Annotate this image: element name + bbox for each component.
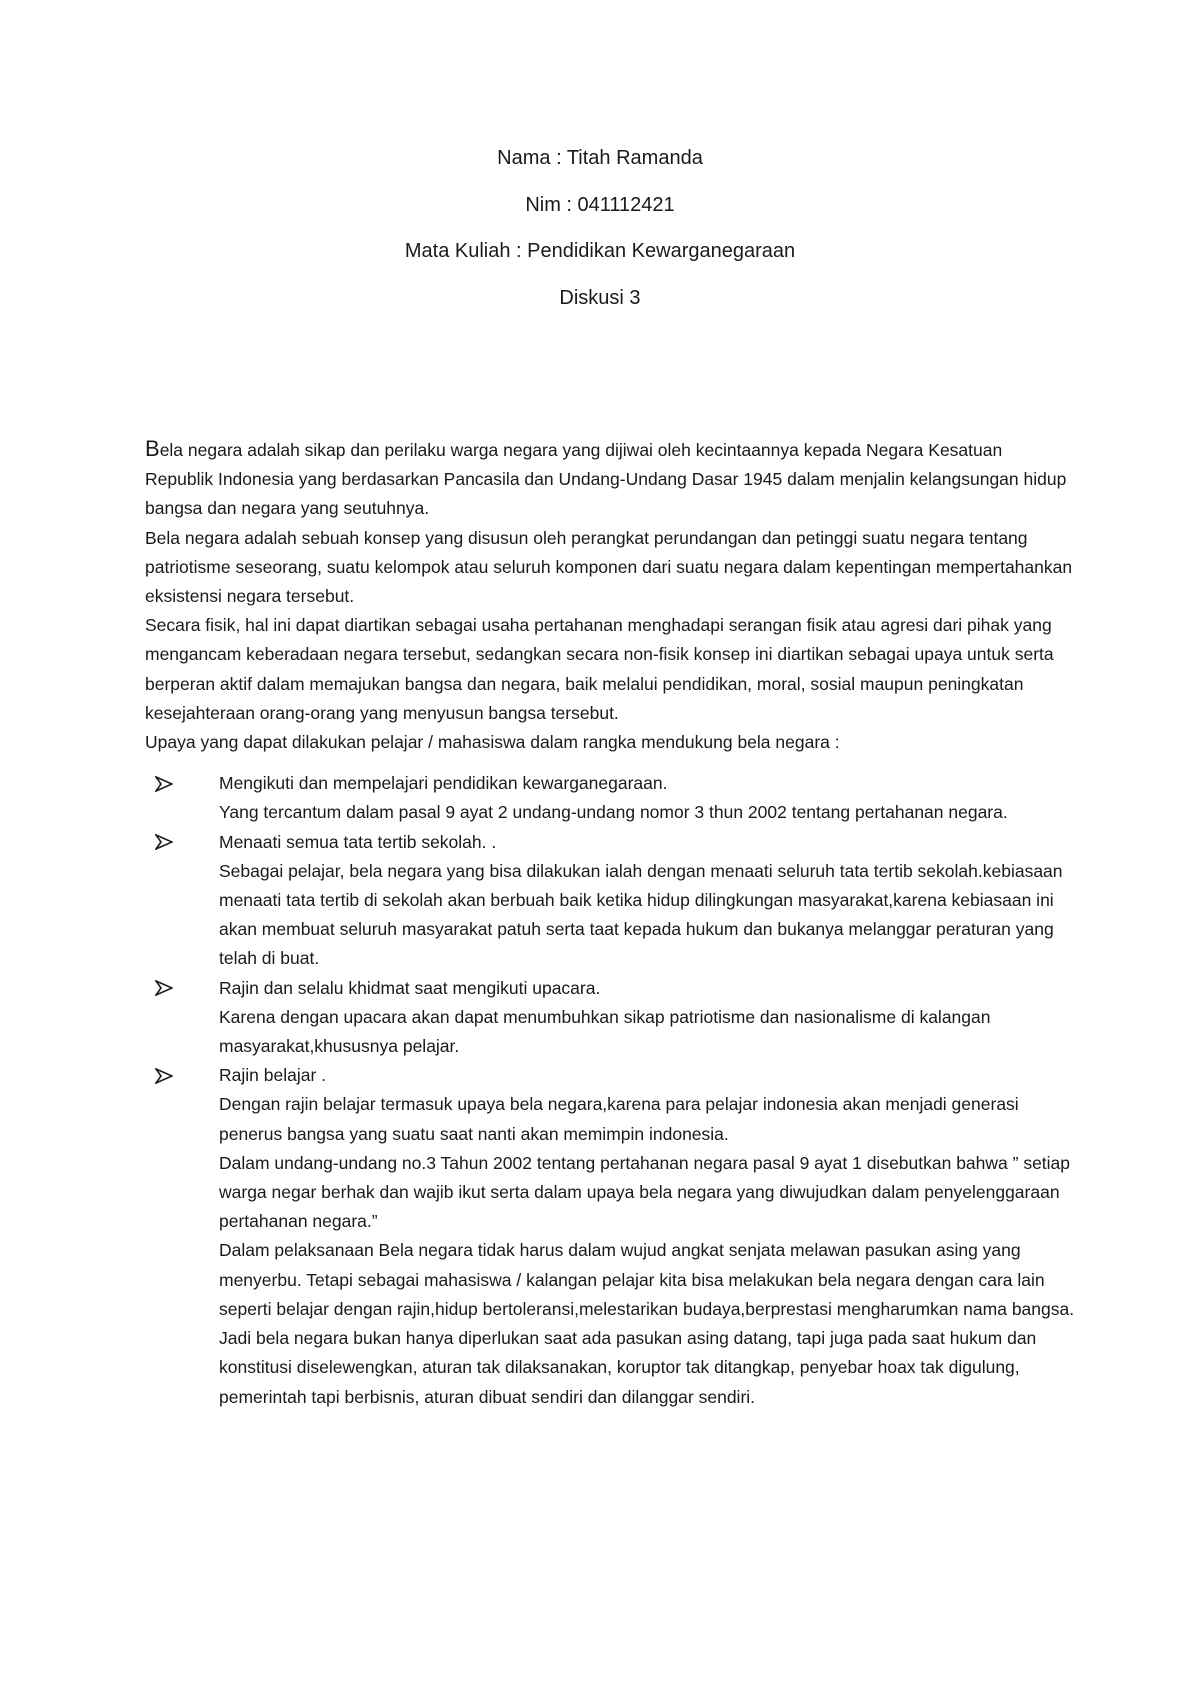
list-item-detail: Dengan rajin belajar termasuk upaya bela negara,karena para pelajar indonesia akan menjadi generasi penerus bangsa yang suatu saat nanti akan memimpin indonesia. [219, 1094, 1019, 1144]
list-item-detail: Sebagai pelajar, bela negara yang bisa dilakukan ialah dengan menaati seluruh tata tertib sekolah.kebiasaan menaati tata tertib di sekolah akan berbuah baik ketika hidup dilingkungan masyarakat,karena kebiasaan ini akan membuat seluruh masyarakat patuh serta taat kepada hukum dan bukanya melanggar peraturan yang telah di buat. [219, 860, 1063, 969]
list-item [145, 974, 1075, 1062]
arrow-bullet-icon [155, 974, 179, 1003]
list-item [145, 769, 1075, 827]
document-header [0, 147, 1200, 333]
student-name: Nama : Titah Ramanda [497, 147, 703, 169]
list-item-detail: Yang tercantum dalam pasal 9 ayat 2 undang-undang nomor 3 thun 2002 tentang pertahanan negara. [219, 802, 1008, 823]
discussion-title: Diskusi 3 [559, 286, 641, 309]
list-item-detail: Jadi bela negara bukan hanya diperlukan saat ada pasukan asing datang, tapi juga pada saat hukum dan konstitusi diselewengkan, aturan tak dilaksanakan, koruptor tak ditangkap, penyebar hoax tak digulung, pemerintah tapi berbisnis, aturan dibuat sendiri dan dilanggar sendiri. [219, 1328, 1037, 1407]
list-item-title: Menaati semua tata tertib sekolah. . [219, 831, 497, 852]
list-item-detail: Karena dengan upacara akan dapat menumbuhkan sikap patriotisme dan nasionalisme di kalangan masyarakat,khususnya pelajar. [219, 1006, 991, 1057]
student-nim: Nim : 041112421 [525, 193, 675, 216]
list-item [145, 1061, 1075, 1411]
list-item-detail: Dalam undang-undang no.3 Tahun 2002 tentang pertahanan negara pasal 9 ayat 1 disebutkan bahwa ” setiap warga negar berhak dan wajib ikut serta dalam upaya bela negara yang diwujudkan dalam penyelenggaraan pertahanan negara.” [219, 1152, 1071, 1232]
efforts-list [145, 769, 1075, 1411]
list-item-title: Rajin dan selalu khidmat saat mengikuti upacara. [219, 977, 601, 998]
arrow-bullet-icon [155, 769, 179, 798]
paragraph-physical: Secara fisik, hal ini dapat diartikan sebagai usaha pertahanan menghadapi serangan fisik atau agresi dari pihak yang mengancam keberadaan negara tersebut, sedangkan secara non-fisik konsep ini diartikan sebagai upaya untuk serta berperan aktif dalam memajukan bangsa dan negara, baik melalui pendidikan, moral, sosial maupun peningkatan kesejahteraan orang-orang yang menyusun bangsa tersebut. [145, 615, 1054, 723]
list-item-title: Rajin belajar . [219, 1065, 326, 1086]
course-name: Mata Kuliah : Pendidikan Kewarganegaraan [404, 240, 796, 262]
arrow-bullet-icon [155, 1061, 179, 1090]
list-item-title: Mengikuti dan mempelajari pendidikan kewarganegaraan. [219, 773, 668, 794]
paragraph-efforts-intro: Upaya yang dapat dilakukan pelajar / mahasiswa dalam rangka mendukung bela negara : [145, 732, 840, 753]
document-body [145, 434, 1075, 1412]
paragraph-definition: Bela negara adalah sikap dan perilaku warga negara yang dijiwai oleh kecintaannya kepada Negara Kesatuan Republik Indonesia yang berdasarkan Pancasila dan Undang-Undang Dasar 1945 dalam menjalin kelangsungan hidup bangsa dan negara yang seutuhnya. [145, 436, 1067, 519]
arrow-bullet-icon [155, 828, 179, 857]
list-item-detail: Dalam pelaksanaan Bela negara tidak harus dalam wujud angkat senjata melawan pasukan asing yang menyerbu. Tetapi sebagai mahasiswa / kalangan pelajar kita bisa melakukan bela negara dengan cara lain seperti belajar dengan rajin,hidup bertoleransi,melestarikan budaya,berprestasi mengharumkan nama bangsa. [219, 1240, 1075, 1319]
list-item [145, 828, 1075, 974]
paragraph-concept: Bela negara adalah sebuah konsep yang disusun oleh perangkat perundangan dan petinggi suatu negara tentang patriotisme seseorang, suatu kelompok atau seluruh komponen dari suatu negara dalam kepentingan mempertahankan eksistensi negara tersebut. [145, 527, 1073, 607]
